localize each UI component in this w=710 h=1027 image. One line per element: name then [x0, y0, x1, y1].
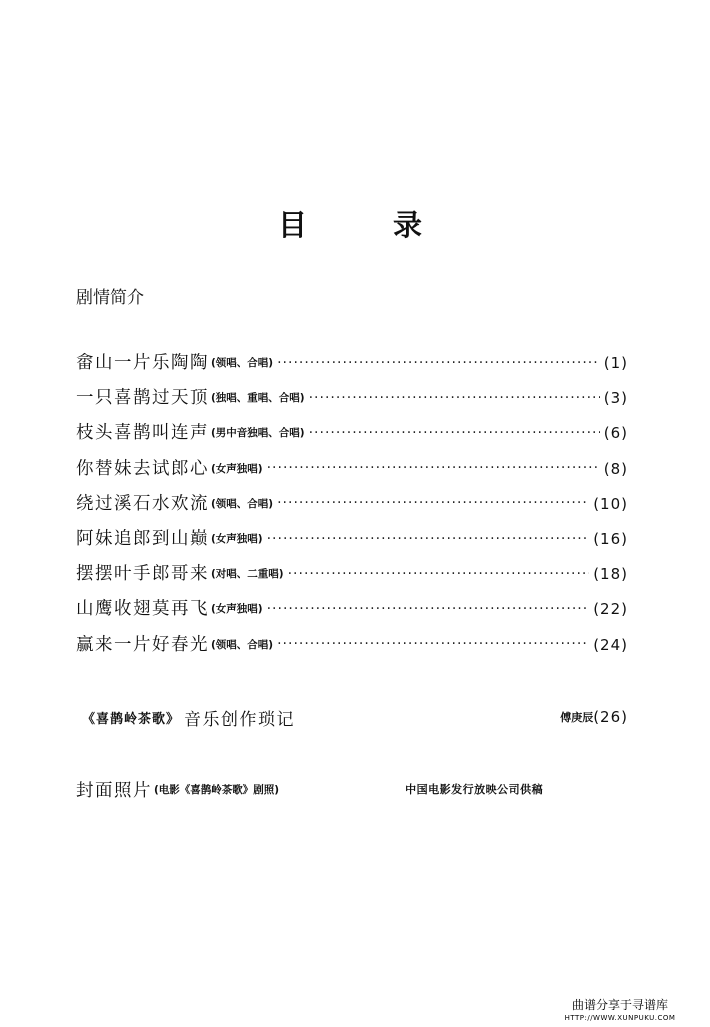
cover-photo-label: 封面照片 [76, 780, 152, 801]
toc-entry-3 [76, 416, 628, 451]
toc-song-note: (女声独唱) [211, 603, 263, 616]
toc-song-note: (领唱、合唱) [211, 497, 274, 510]
toc-entry-2 [76, 381, 628, 416]
dot-leader [309, 427, 600, 441]
toc-song-title: 摆摆叶手郎哥来 [76, 564, 209, 585]
toc-entry-cover-photo [76, 774, 628, 804]
title-char-2: 录 [393, 208, 423, 242]
dot-leader [277, 357, 600, 371]
dot-leader [267, 533, 590, 547]
toc-page-number: (26) [593, 708, 628, 726]
toc-page-number: (8) [603, 459, 628, 478]
table-of-contents [76, 346, 628, 663]
toc-entry-5 [76, 487, 628, 522]
watermark-url: HTTP://WWW.XUNPUKU.COM [564, 1014, 676, 1022]
photo-supplier: 中国电影发行放映公司供稿 [405, 783, 544, 796]
notes-label: 音乐创作琐记 [184, 709, 296, 730]
toc-song-note: (男中音独唱、合唱) [211, 427, 305, 440]
toc-entry-1 [76, 346, 628, 381]
dot-leader [277, 638, 589, 652]
toc-page-number: (6) [603, 424, 628, 443]
dot-leader [283, 782, 401, 796]
cover-photo-note: (电影《喜鹊岭茶歌》剧照) [154, 783, 280, 796]
toc-entry-4 [76, 452, 628, 487]
toc-song-title: 你替妹去试郎心 [76, 458, 209, 479]
toc-page-number: (10) [593, 494, 628, 513]
toc-entry-8 [76, 592, 628, 627]
toc-song-note: (领唱、合唱) [211, 357, 274, 369]
toc-song-title: 一只喜鹊过天顶 [76, 388, 209, 409]
toc-entry-9 [76, 628, 628, 663]
toc-song-title: 畲山一片乐陶陶 [76, 353, 209, 373]
toc-page-number: (3) [603, 389, 628, 408]
toc-page-number: (22) [593, 600, 628, 619]
toc-page-number: (24) [593, 635, 628, 654]
toc-song-title: 山鹰收翅莫再飞 [76, 599, 209, 620]
dot-leader [299, 710, 556, 724]
film-title: 《喜鹊岭茶歌》 [82, 711, 181, 727]
toc-song-title: 阿妹追郎到山巅 [76, 528, 209, 549]
toc-song-note: (女声独唱) [211, 462, 263, 475]
toc-entry-6 [76, 522, 628, 557]
dot-leader [267, 462, 600, 476]
dot-leader [277, 497, 589, 511]
toc-song-title: 绕过溪石水欢流 [76, 493, 209, 514]
toc-song-note: (领唱、合唱) [211, 638, 274, 651]
title-char-1: 目 [278, 208, 308, 242]
toc-song-note: (独唱、重唱、合唱) [211, 392, 305, 405]
toc-song-title: 赢来一片好春光 [76, 634, 209, 655]
toc-page-number: (16) [593, 529, 628, 548]
dot-leader [267, 603, 590, 617]
author-name: 傅庚辰 [560, 711, 594, 724]
toc-page-number: (1) [603, 354, 628, 372]
watermark-text: 曲谱分享于寻谱库 [571, 998, 668, 1012]
dot-leader [288, 568, 590, 582]
toc-song-title: 枝头喜鹊叫连声 [76, 423, 209, 444]
toc-page-number: (18) [593, 565, 628, 584]
toc-entry-music-notes [76, 702, 628, 732]
page-title [278, 203, 422, 244]
synopsis-heading: 剧情简介 [76, 288, 144, 308]
watermark [560, 996, 680, 1022]
toc-entry-7 [76, 557, 628, 592]
dot-leader [309, 392, 600, 406]
toc-song-note: (对唱、二重唱) [211, 568, 284, 581]
toc-song-note: (女声独唱) [211, 532, 263, 545]
